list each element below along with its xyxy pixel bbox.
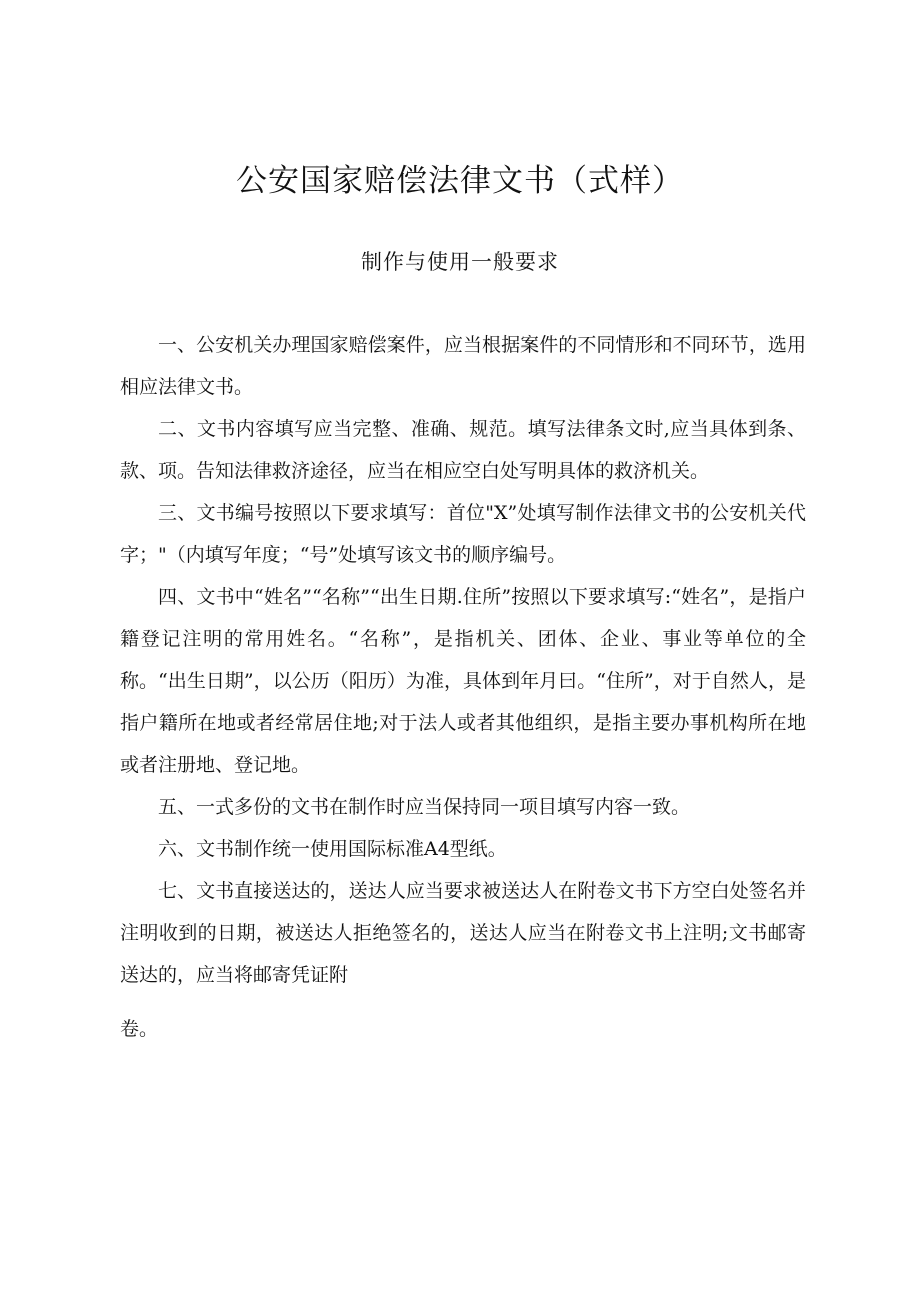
paragraph-6: 六、文书制作统一使用国际标准A4型纸。 [158,838,507,860]
paragraph-5: 五、一式多份的文书在制作时应当保持同一项目填写内容一致。 [158,796,691,818]
paragraph-2: 二、文书内容填写应当完整、准确、规范。填写法律条文时,应当具体到条、款、项。告知法律救济途径，应当在相应空白处写明具体的救济机关。 [120,418,806,482]
paragraph-4: 四、文书中“姓名”“名称”“出生日期.住所”按照以下要求填写:“姓名”，是指户籍登记注明的常用姓名。“名称”，是指机关、团体、企业、事业等单位的全称。“出生日期”，以公历（阳历）为准，具体到年月曰。“住所”，对于自然人，是指户籍所在地或者经常居住地;对于法人或者其他组织，是指主要办事机构所在地或者注册地、登记地。 [120,586,806,776]
paragraph-tail: 卷。 [120,1018,159,1040]
paragraph-1: 一、公安机关办理国家赔偿案件，应当根据案件的不同情形和不同环节，选用相应法律文书。 [120,334,806,398]
paragraph-7: 七、文书直接送达的，送达人应当要求被送达人在附卷文书下方空白处签名并注明收到的日期，被送达人拒绝签名的，送达人应当在附卷文书上注明;文书邮寄送达的，应当将邮寄凭证附 [120,880,806,986]
document-body [120,324,806,1050]
document-subtitle: 制作与使用一般要求 [361,250,559,274]
paragraph-3: 三、文书编号按照以下要求填写：首位"X”处填写制作法律文书的公安机关代字；"（内填写年度；“号”处填写该文书的顺序编号。 [120,502,806,566]
document-title: 公安国家赔偿法律文书（式样） [236,163,684,199]
